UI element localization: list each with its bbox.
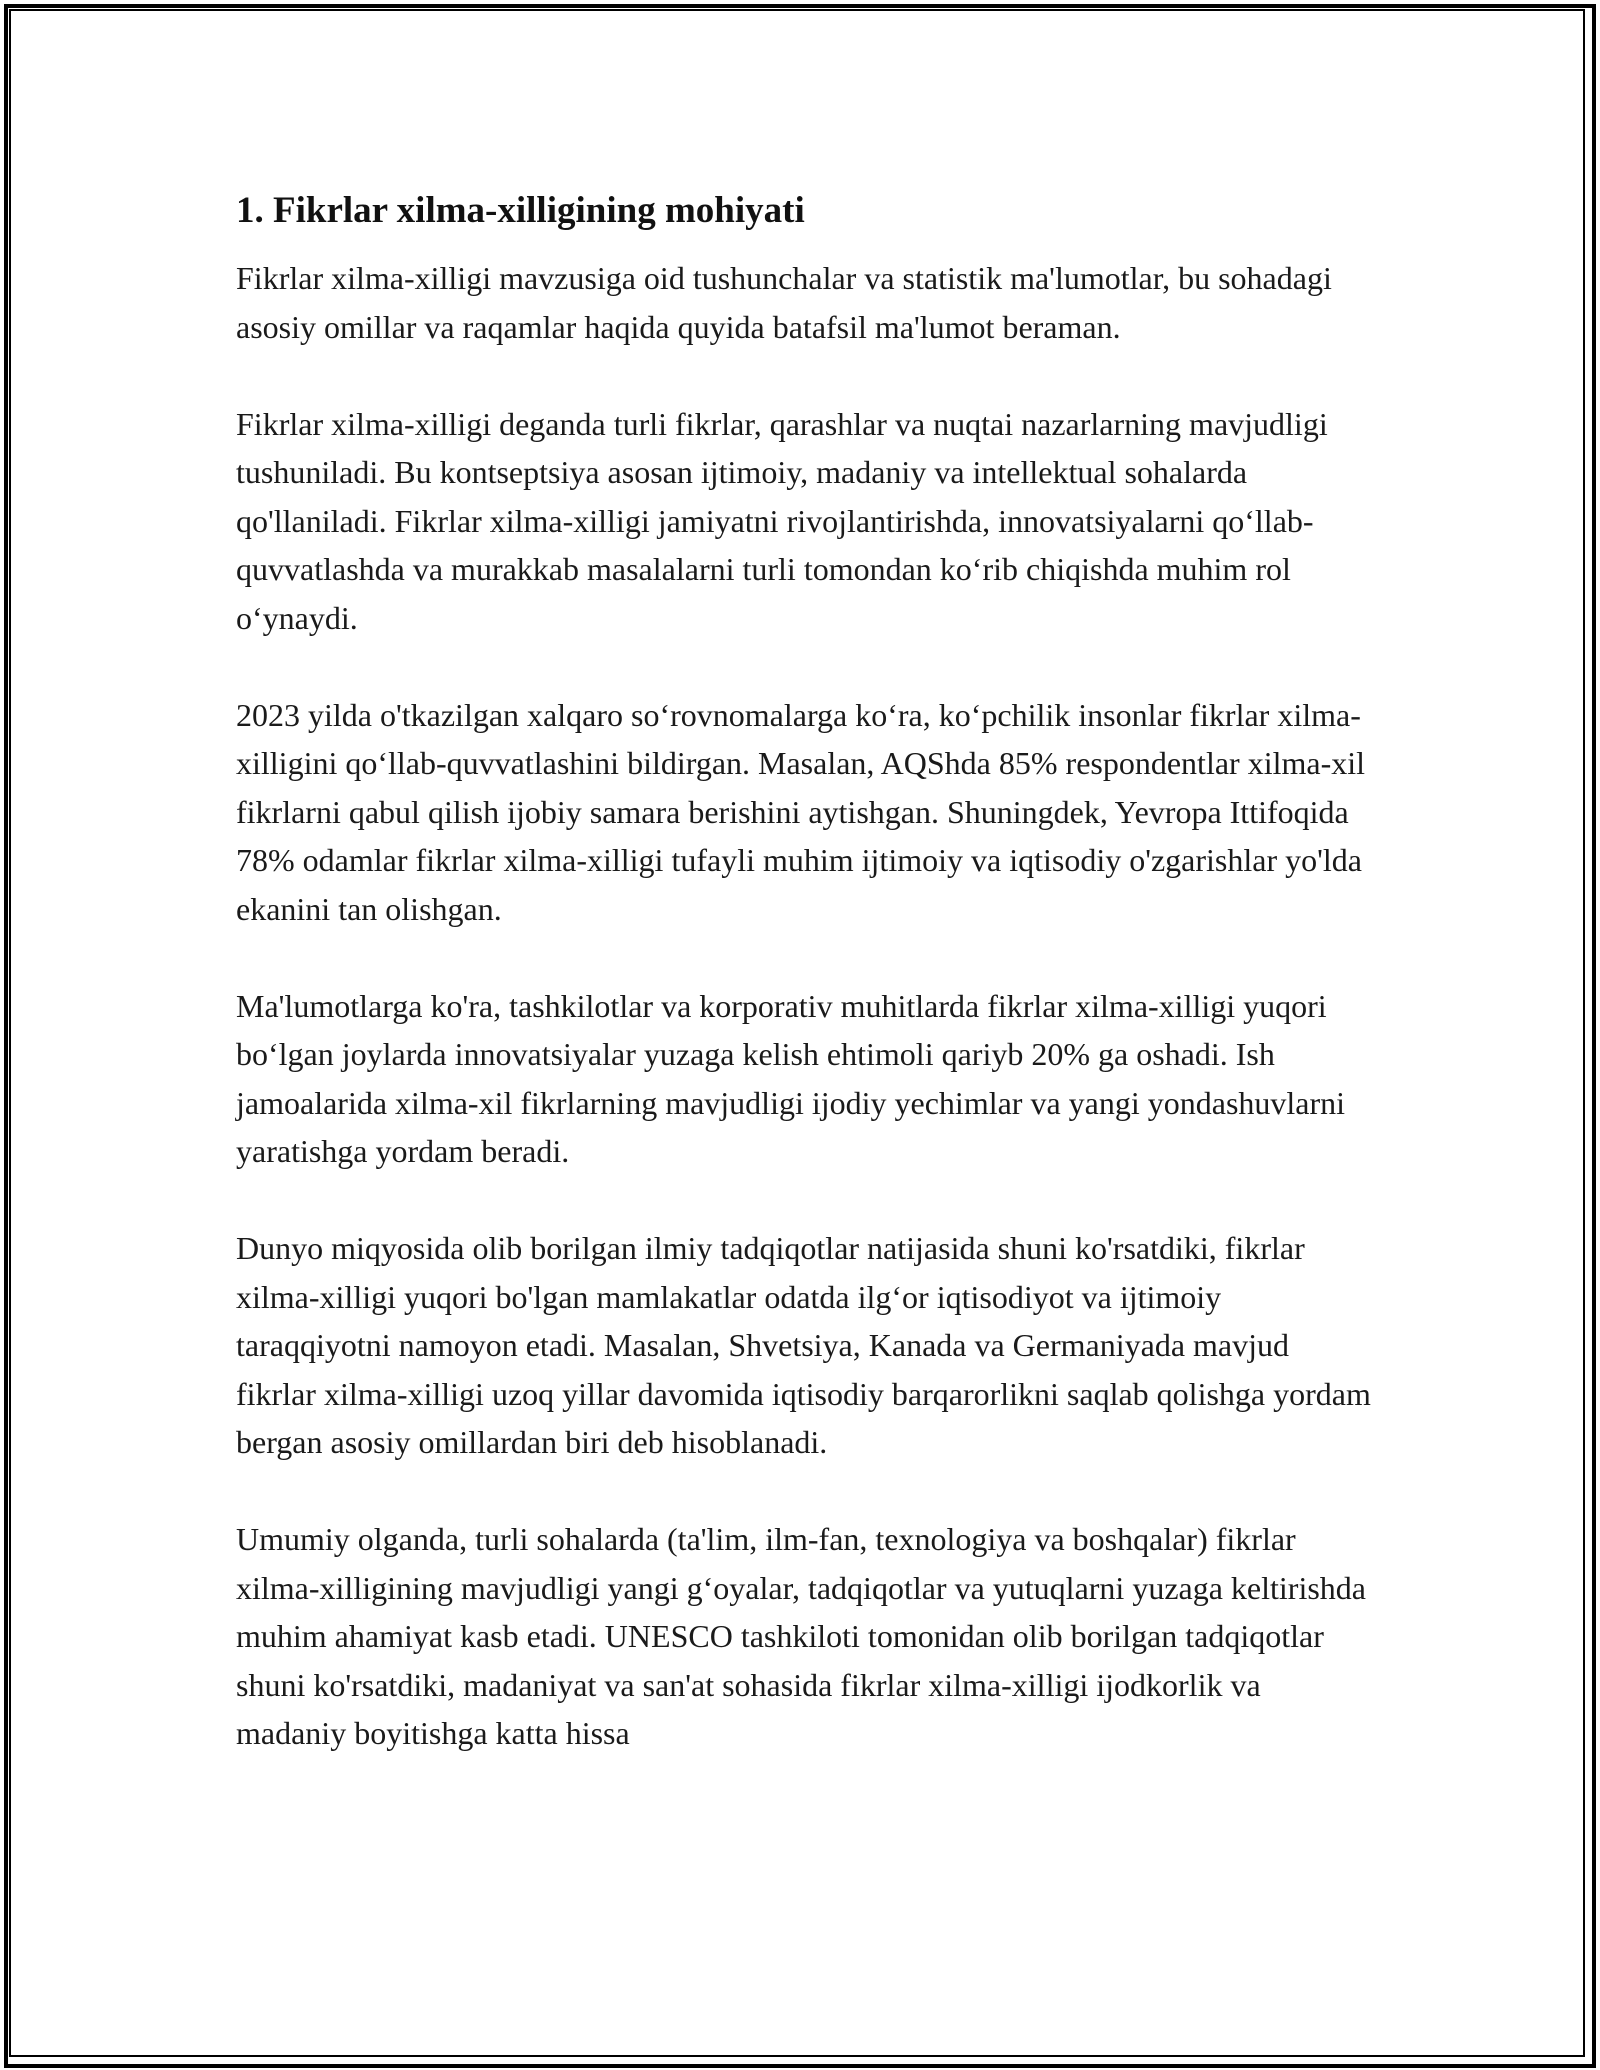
paragraph-summary: Umumiy olganda, turli sohalarda (ta'lim, ilm-fan, texnologiya va boshqalar) fikrlar xilma-xilligining mavjudligi yangi g‘oyalar, tadqiqotlar va yutuqlarni yuzaga keltirishda muhim ahamiyat kasb etadi. UNESCO tashkiloti tomonidan olib borilgan tadqiqotlar shuni ko'rsatdiki, madaniyat va san'at sohasida fikrlar xilma-xilligi ijodkorlik va madaniy boyitishga katta hissa bbox=[236, 1521, 1366, 1751]
paragraph-intro: Fikrlar xilma-xilligi mavzusiga oid tushunchalar va statistik ma'lumotlar, bu sohadagi asosiy omillar va raqamlar haqida quyida batafsil ma'lumot beraman. bbox=[236, 260, 1332, 345]
section-heading: 1. Fikrlar xilma-xilligining mohiyati bbox=[236, 190, 805, 231]
document-body bbox=[236, 186, 1376, 1806]
paragraph-survey-2023: 2023 yilda o'tkazilgan xalqaro so‘rovnomalarga ko‘ra, ko‘pchilik insonlar fikrlar xilma-xilligini qo‘llab-quvvatlashini bildirgan. Masalan, AQShda 85% respondentlar xilma-xil fikrlarni qabul qilish ijobiy samara berishini aytishgan. Shuningdek, Yevropa Ittifoqida 78% odamlar fikrlar xilma-xilligi tufayli muhim ijtimoiy va iqtisodiy o'zgarishlar yo'lda ekanini tan olishgan. bbox=[236, 696, 1365, 927]
paragraph-world-research: Dunyo miqyosida olib borilgan ilmiy tadqiqotlar natijasida shuni ko'rsatdiki, fikrlar xilma-xilligi yuqori bo'lgan mamlakatlar odatda ilg‘or iqtisodiyot va ijtimoiy taraqqiyotni namoyon etadi. Masalan, Shvetsiya, Kanada va Germaniyada mavjud fikrlar xilma-xilligi uzoq yillar davomida iqtisodiy barqarorlikni saqlab qolishga yordam bergan asosiy omillardan biri deb hisoblanadi. bbox=[236, 1230, 1371, 1460]
paragraph-definition: Fikrlar xilma-xilligi deganda turli fikrlar, qarashlar va nuqtai nazarlarning mavjudligi tushuniladi. Bu kontseptsiya asosan ijtimoiy, madaniy va intellektual sohalarda qo'llaniladi. Fikrlar xilma-xilligi jamiyatni rivojlantirishda, innovatsiyalarni qo‘llab-quvvatlashda va murakkab masalalarni turli tomondan ko‘rib chiqishda muhim rol o‘ynaydi. bbox=[236, 405, 1328, 636]
paragraph-organizations: Ma'lumotlarga ko'ra, tashkilotlar va korporativ muhitlarda fikrlar xilma-xilligi yuqori bo‘lgan joylarda innovatsiyalar yuzaga kelish ehtimoli qariyb 20% ga oshadi. Ish jamoalarida xilma-xil fikrlarning mavjudligi ijodiy yechimlar va yangi yondashuvlarni yaratishga yordam beradi. bbox=[236, 987, 1346, 1169]
